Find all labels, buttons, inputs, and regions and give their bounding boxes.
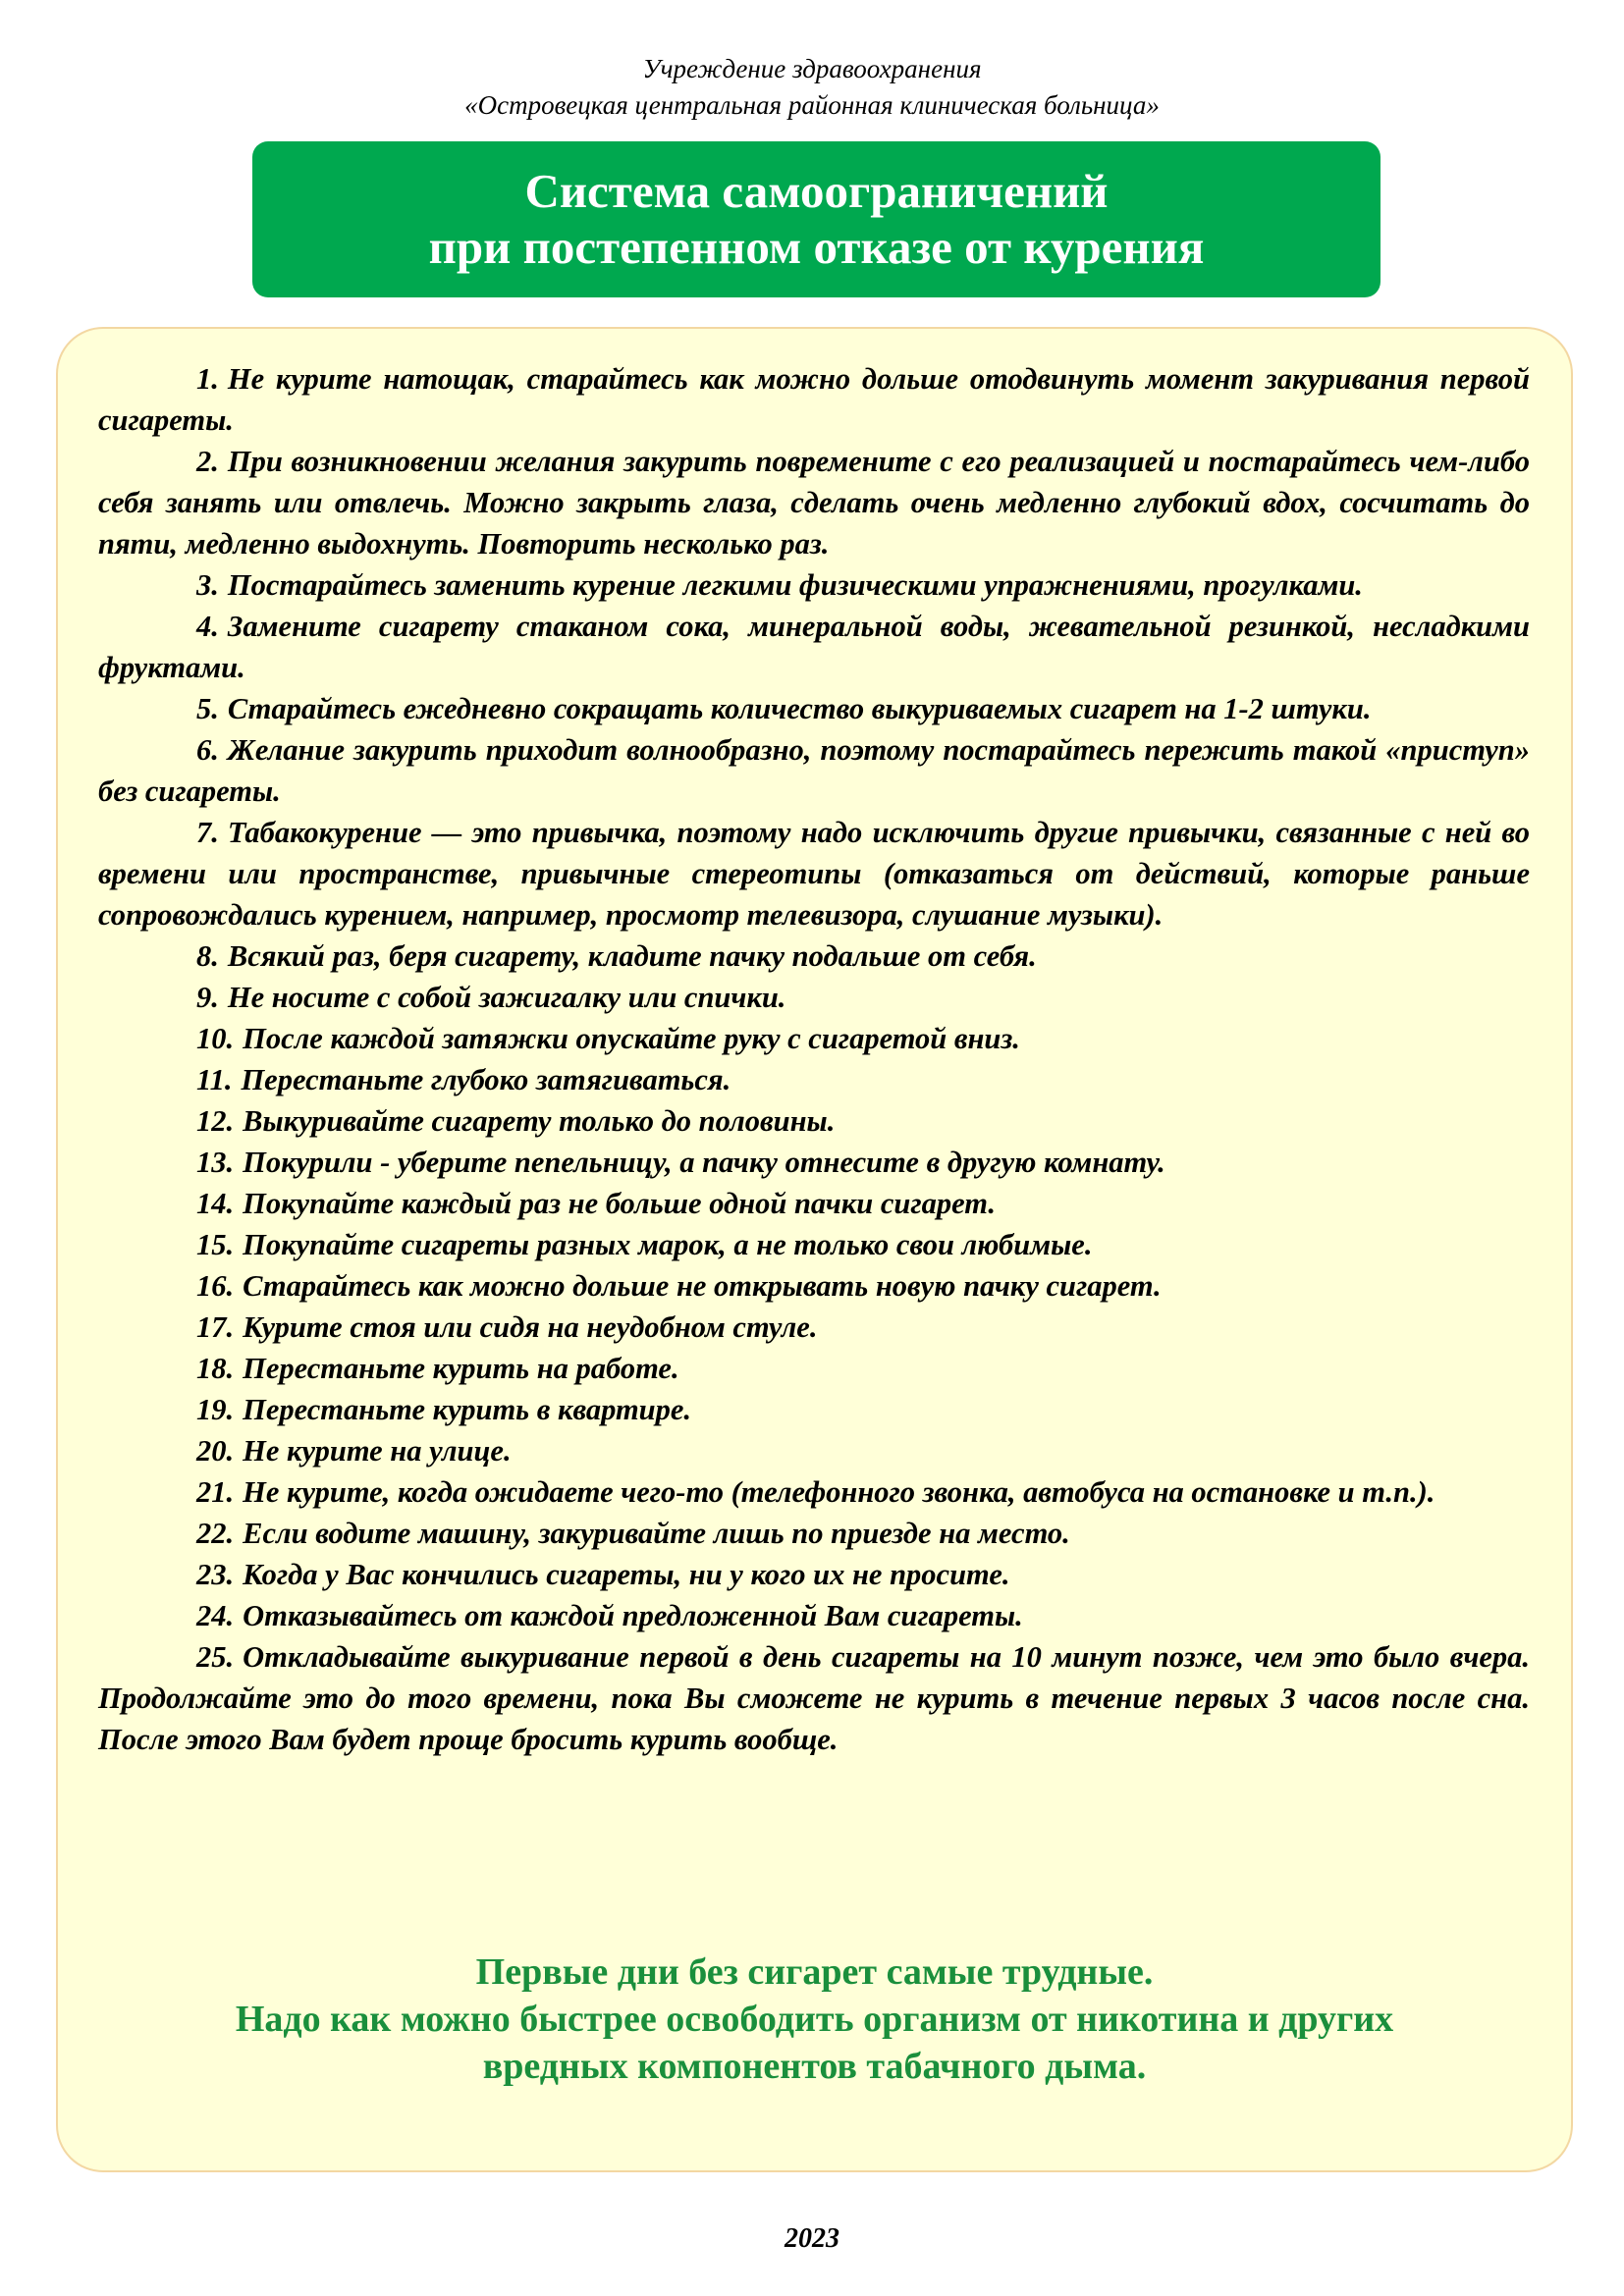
list-item-text: Желание закурить приходит волнообразно, поэтому постарайтесь пережить такой «приступ» без сигареты. — [98, 733, 1530, 808]
list-item-number: 21. — [196, 1475, 235, 1509]
list-item-number: 6. — [196, 733, 219, 767]
list-item-text: Всякий раз, беря сигарету, кладите пачку подальше от себя. — [227, 939, 1037, 973]
list-item-text: Курите стоя или сидя на неудобном стуле. — [243, 1310, 818, 1344]
list-item — [98, 1430, 1530, 1471]
list-item-number: 20. — [196, 1434, 235, 1468]
list-item-number: 17. — [196, 1310, 235, 1344]
list-item-text: Выкуривайте сигарету только до половины. — [243, 1104, 836, 1138]
org-line-2: «Островецкая центральная районная клиническая больница» — [464, 90, 1160, 120]
list-item — [98, 1059, 1530, 1100]
list-item-number: 5. — [196, 692, 219, 725]
list-item-text: Перестаньте глубоко затягиваться. — [241, 1063, 731, 1096]
list-item — [98, 935, 1530, 977]
list-item — [98, 1142, 1530, 1183]
list-item-text: Старайтесь ежедневно сокращать количество выкуриваемых сигарет на 1-2 штуки. — [227, 692, 1372, 725]
title-line-2: при постепенном отказе от курения — [428, 220, 1205, 274]
list-item-text: Замените сигарету стаканом сока, минеральной воды, жевательной резинкой, несладкими фруктами. — [98, 610, 1530, 684]
list-item — [98, 1636, 1530, 1760]
list-item-number: 8. — [196, 939, 219, 973]
list-item-text: Табакокурение — это привычка, поэтому надо исключить другие привычки, связанные с ней во времени или пространстве, привычные стереотипы (отказаться от действий, которые раньше сопровождались курением, например, просмотр телевизора, слушание музыки). — [98, 816, 1530, 932]
list-item-number: 15. — [196, 1228, 235, 1261]
title-line-1: Система самоограничений — [524, 164, 1109, 218]
list-item-number: 2. — [196, 445, 219, 478]
list-item-number: 16. — [196, 1269, 235, 1303]
list-item-text: Не курите, когда ожидаете чего-то (телефонного звонка, автобуса на остановке и т.п.). — [243, 1475, 1435, 1509]
list-item-text: При возникновении желания закурить повремените с его реализацией и постарайтесь чем-либо себя занять или отвлечь. Можно закрыть глаза, сделать очень медленно глубокий вдох, сосчитать до пяти, медленно выдохнуть. Повторить несколько раз. — [98, 445, 1530, 561]
org-line-1: Учреждение здравоохранения — [642, 54, 982, 83]
list-item — [98, 1471, 1530, 1513]
list-item-text: Покупайте каждый раз не больше одной пачки сигарет. — [243, 1187, 996, 1220]
title-banner — [252, 141, 1380, 297]
list-item-number: 1. — [196, 362, 219, 396]
list-item — [98, 1224, 1530, 1265]
list-item-number: 23. — [196, 1558, 235, 1591]
list-item — [98, 1389, 1530, 1430]
closing-line-1: Первые дни без сигарет самые трудные. — [475, 1951, 1154, 1993]
list-item — [98, 1595, 1530, 1636]
list-item-text: Покупайте сигареты разных марок, а не только свои любимые. — [243, 1228, 1093, 1261]
footer-year: 2023 — [785, 2223, 839, 2254]
list-item-number: 3. — [196, 568, 219, 602]
list-item — [98, 1183, 1530, 1224]
list-item — [98, 1100, 1530, 1142]
list-item-number: 13. — [196, 1146, 235, 1179]
list-item — [98, 729, 1530, 812]
list-item-text: Если водите машину, закуривайте лишь по приезде на место. — [243, 1517, 1070, 1550]
list-item — [98, 812, 1530, 935]
list-item — [98, 1348, 1530, 1389]
list-item-text: Перестаньте курить на работе. — [243, 1352, 679, 1385]
closing-message — [56, 1949, 1573, 2090]
list-item-text: Откладывайте выкуривание первой в день сигареты на 10 минут позже, чем это было вчера. Продолжайте это до того времени, пока Вы сможете не курить в течение первых 3 часов после сна. После этого Вам будет проще бросить курить вообще. — [98, 1640, 1530, 1756]
list-item — [98, 564, 1530, 606]
list-item-text: Постарайтесь заменить курение легкими физическими упражнениями, прогулками. — [227, 568, 1363, 602]
list-item-number: 7. — [196, 816, 219, 849]
list-item-number: 18. — [196, 1352, 235, 1385]
list-item — [98, 1307, 1530, 1348]
list-item-text: Отказывайтесь от каждой предложенной Вам сигареты. — [243, 1599, 1023, 1632]
list-item — [98, 1265, 1530, 1307]
list-item-text: Не носите с собой зажигалку или спички. — [227, 981, 786, 1014]
list-item-number: 10. — [196, 1022, 235, 1055]
list-item-text: Не курите натощак, старайтесь как можно дольше отодвинуть момент закуривания первой сигареты. — [98, 362, 1530, 437]
list-item-text: После каждой затяжки опускайте руку с сигаретой вниз. — [243, 1022, 1020, 1055]
list-item-number: 9. — [196, 981, 219, 1014]
list-item-number: 12. — [196, 1104, 235, 1138]
list-item-number: 25. — [196, 1640, 235, 1674]
list-item-number: 4. — [196, 610, 219, 643]
list-item-number: 14. — [196, 1187, 235, 1220]
list-item — [98, 1554, 1530, 1595]
list-item-text: Когда у Вас кончились сигареты, ни у кого их не просите. — [243, 1558, 1010, 1591]
list-item-text: Старайтесь как можно дольше не открывать новую пачку сигарет. — [243, 1269, 1162, 1303]
list-item-number: 24. — [196, 1599, 235, 1632]
list-item-number: 22. — [196, 1517, 235, 1550]
list-item — [98, 688, 1530, 729]
organization-header — [0, 51, 1624, 124]
list-item-number: 19. — [196, 1393, 235, 1426]
list-item — [98, 441, 1530, 564]
list-item — [98, 1513, 1530, 1554]
list-item — [98, 1018, 1530, 1059]
closing-line-2: Надо как можно быстрее освободить организм от никотина и других — [235, 1999, 1394, 2040]
list-item-number: 11. — [196, 1063, 233, 1096]
list-item-text: Покурили - уберите пепельницу, а пачку отнесите в другую комнату. — [243, 1146, 1165, 1179]
list-item — [98, 606, 1530, 688]
list-item — [98, 977, 1530, 1018]
list-item-text: Не курите на улице. — [243, 1434, 512, 1468]
tips-list — [98, 358, 1530, 1760]
list-item-text: Перестаньте курить в квартире. — [243, 1393, 692, 1426]
closing-line-3: вредных компонентов табачного дыма. — [482, 2046, 1147, 2087]
list-item — [98, 358, 1530, 441]
